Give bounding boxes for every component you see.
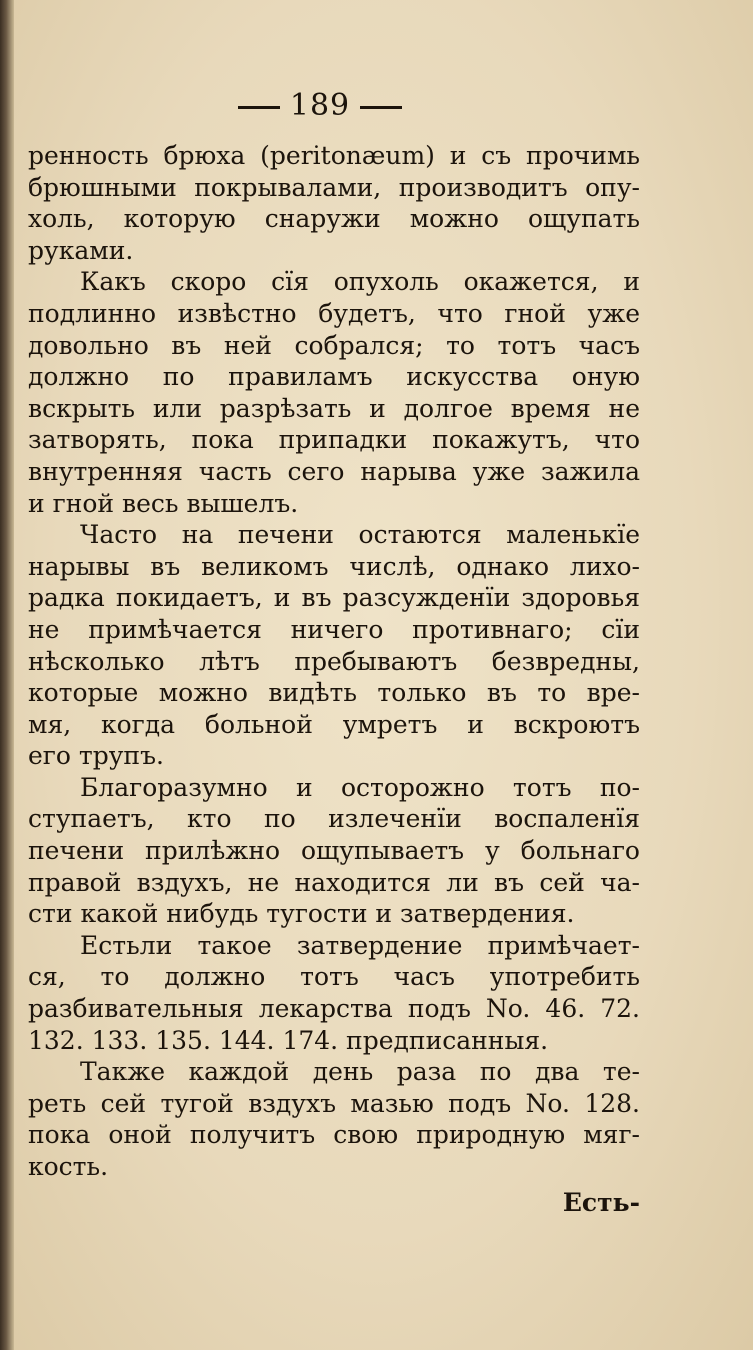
text-line: пока оной получитъ свою природную мяг- xyxy=(28,1120,640,1150)
text-line: сти какой нибудь тугости и затвердения. xyxy=(28,899,575,929)
text-line: подлинно извѣстно будетъ, что гной уже xyxy=(28,298,640,328)
text-line: Благоразумно и осторожно тотъ по- xyxy=(80,772,640,802)
text-line: Часто на печени остаются маленькїе xyxy=(80,520,640,550)
text-line: нарывы въ великомъ числѣ, однако лихо- xyxy=(28,551,640,581)
text-line: 132. 133. 135. 144. 174. предписанныя. xyxy=(28,1025,549,1055)
text-line: холь, которую снаружи можно ощупать xyxy=(28,204,640,234)
binding-gutter xyxy=(0,0,14,1350)
text-line: должно по правиламъ искусства оную xyxy=(28,362,640,392)
text-line: ренность брюха (peritonæum) и съ прочимь xyxy=(28,141,640,170)
text-line: реть сей тугой вздухъ мазью подъ No. 128. xyxy=(28,1088,640,1118)
text-line: довольно въ ней собрался; то тотъ часъ xyxy=(28,330,640,360)
text-line: его трупъ. xyxy=(28,741,164,771)
folio-dash-right xyxy=(360,106,402,109)
text-line: которые можно видѣть только въ то вре- xyxy=(28,678,640,708)
text-line: брюшными покрывалами, производитъ опу- xyxy=(28,172,640,202)
catchword: Есть- xyxy=(562,1188,640,1217)
folio-dash-left xyxy=(238,106,280,109)
text-line: Также каждой день раза по два те- xyxy=(80,1057,640,1087)
text-line: вскрыть или разрѣзать и долгое время не xyxy=(28,393,640,423)
text-line: радка покидаетъ, и въ разсужденїи здоровья xyxy=(28,583,640,613)
text-line: печени прилѣжно ощупываетъ у больнаго xyxy=(28,836,640,866)
text-line: правой вздухъ, не находится ли въ сей ча- xyxy=(28,867,640,897)
text-line: внутренняя часть сего нарыва уже зажила xyxy=(28,456,640,486)
text-line: руками. xyxy=(28,235,134,265)
text-line: затворять, пока припадки покажутъ, что xyxy=(28,425,640,455)
page-number xyxy=(0,88,640,123)
text-line: нѣсколько лѣтъ пребываютъ безвредны, xyxy=(28,646,640,676)
text-line: разбивательныя лекарства подъ No. 46. 72. xyxy=(28,994,640,1024)
text-line: мя, когда больной умретъ и вскроютъ xyxy=(28,709,640,739)
page-number-value: 189 xyxy=(289,88,351,123)
text-line: ступаетъ, кто по излеченїи воспаленїя xyxy=(28,804,640,834)
text-line: кость. xyxy=(28,1152,109,1181)
text-line: и гной весь вышелъ. xyxy=(28,488,299,518)
text-line: Естьли такое затвердение примѣчает- xyxy=(80,930,640,960)
text-line: не примѣчается ничего противнаго; сїи xyxy=(28,614,640,644)
text-line: ся, то должно тотъ часъ употребить xyxy=(28,962,640,992)
text-line: Какъ скоро сїя опухоль окажется, и xyxy=(80,267,640,297)
body-text xyxy=(28,140,640,1183)
